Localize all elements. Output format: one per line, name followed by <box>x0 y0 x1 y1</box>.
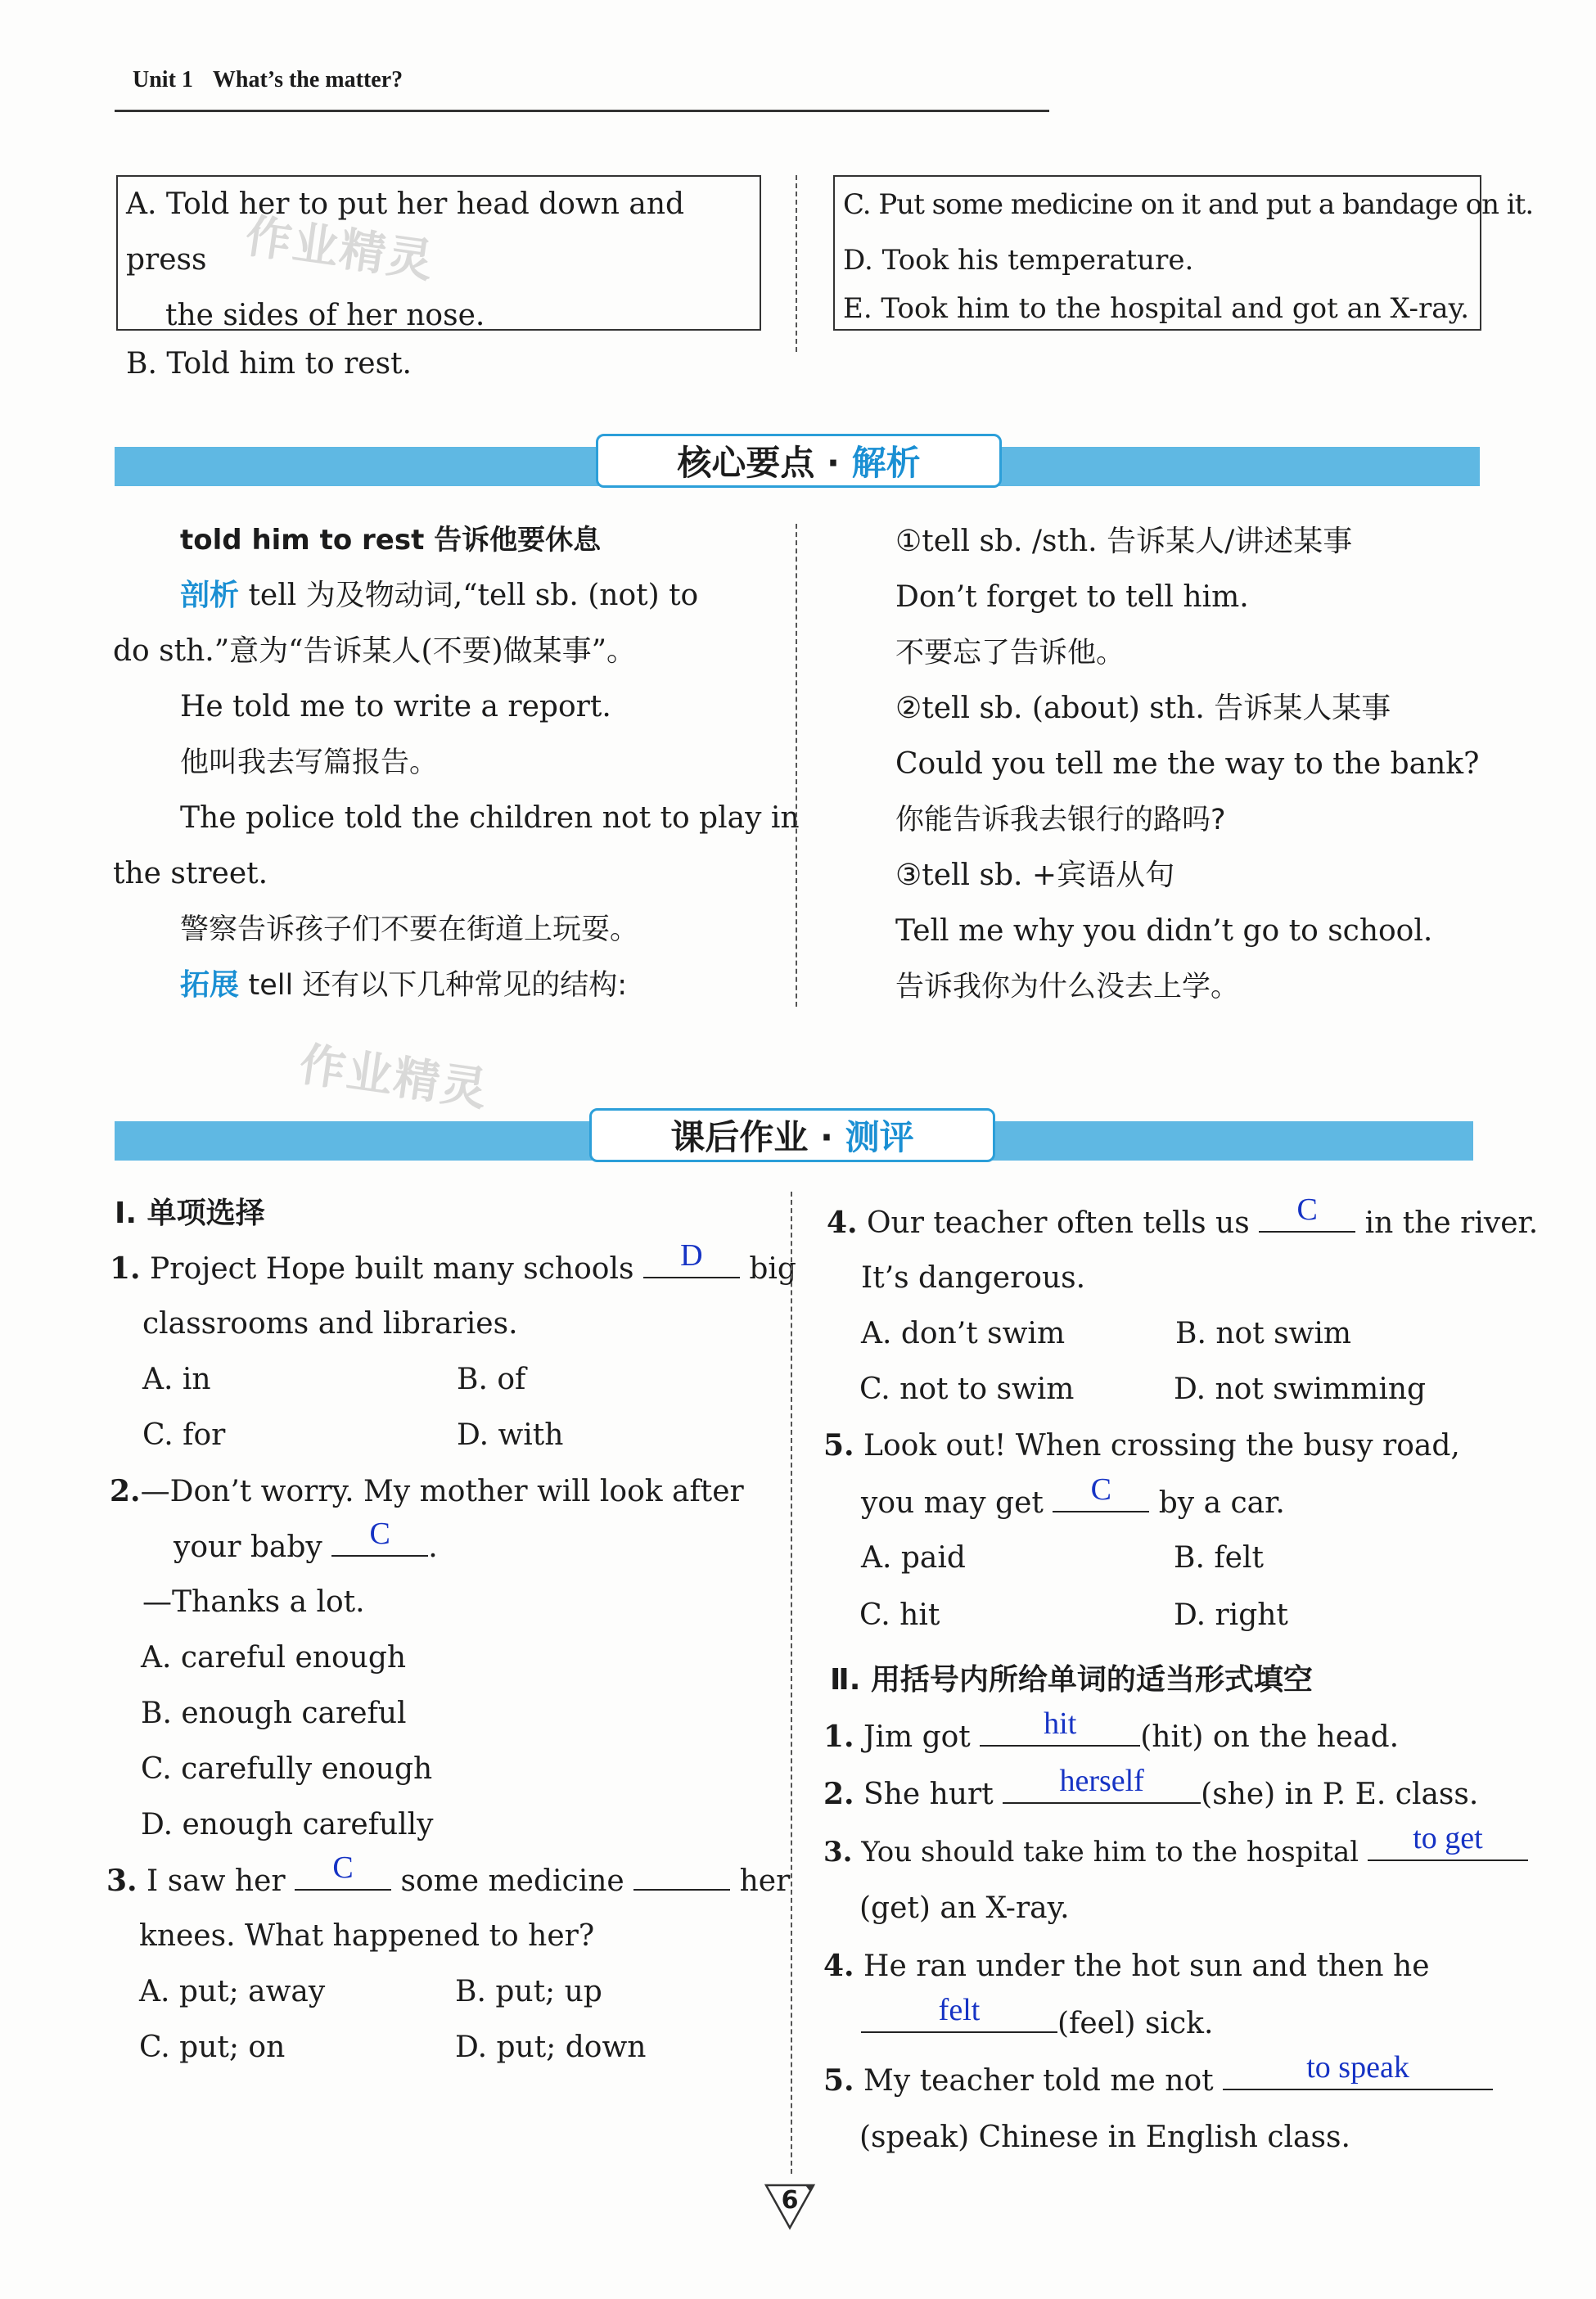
banner-homework-text: 课后作业 · <box>670 1117 845 1157</box>
q5-option-b: B. felt <box>1174 1541 1264 1575</box>
q2-option-c: C. carefully enough <box>141 1752 433 1786</box>
q2-option-b: B. enough careful <box>141 1697 407 1730</box>
f3-number: 3. <box>823 1836 853 1869</box>
option-d: D. Took his temperature. <box>843 244 1194 277</box>
analysis-right-7: ③tell sb. +宾语从句 <box>895 859 1175 892</box>
f4-number: 4. <box>823 1949 854 1983</box>
f2-pre: She hurt <box>863 1778 994 1811</box>
watermark-middle: 作业精灵 <box>295 1038 492 1117</box>
analysis-line-1 <box>180 568 698 624</box>
q5-number: 5. <box>823 1428 854 1463</box>
analysis-right-9: 告诉我你为什么没去上学。 <box>895 971 1240 1003</box>
f3-blank[interactable] <box>1368 1823 1528 1861</box>
q2-answer: C <box>369 1517 390 1551</box>
banner-analysis <box>596 434 1002 488</box>
f5-answer: to speak <box>1306 2050 1409 2085</box>
q4-pre: Our teacher often tells us <box>867 1206 1250 1240</box>
q3-line-1 <box>106 1850 791 1909</box>
f3-answer: to get <box>1413 1821 1483 1855</box>
option-c: C. Put some medicine on it and put a bandage on it. <box>843 188 1534 221</box>
f1-answer: hit <box>1044 1706 1077 1741</box>
banner-analysis-highlight: 解析 <box>851 443 921 483</box>
q4-post: in the river. <box>1364 1206 1539 1240</box>
section-2-title: Ⅱ. 用括号内所给单词的适当形式填空 <box>830 1663 1313 1697</box>
q3-option-c: C. put; on <box>139 2031 286 2064</box>
analysis-divider <box>796 524 797 1007</box>
f2-number: 2. <box>823 1777 854 1811</box>
f2-post: (she) in P. E. class. <box>1201 1778 1479 1811</box>
analysis-right-2: Don’t forget to tell him. <box>895 580 1249 614</box>
q3-blank-2[interactable] <box>633 1853 730 1891</box>
analysis-line-2: do sth.”意为“告诉某人(不要)做某事”。 <box>113 634 637 668</box>
q2-number: 2. <box>110 1474 141 1508</box>
banner-homework-highlight: 测评 <box>845 1117 914 1157</box>
q2-line-3: —Thanks a lot. <box>142 1585 365 1619</box>
f4-line-2 <box>861 1995 1213 2052</box>
f4-post: (feel) sick. <box>1057 2007 1214 2040</box>
q2-option-a: A. careful enough <box>141 1641 407 1675</box>
q4-option-c: C. not to swim <box>859 1373 1075 1406</box>
q4-answer: C <box>1296 1192 1318 1227</box>
analysis-heading: told him to rest 告诉他要休息 <box>180 524 602 557</box>
q5-option-a: A. paid <box>861 1541 966 1575</box>
f1-pre: Jim got <box>863 1720 971 1754</box>
unit-title: What’s the matter? <box>212 67 404 92</box>
analysis-line-7: 警察告诉孩子们不要在街道上玩耍。 <box>180 913 639 946</box>
header-rule <box>115 110 1049 112</box>
analysis-line-5: The police told the children not to play in <box>180 801 800 835</box>
q1-answer: D <box>680 1238 703 1273</box>
f4-line <box>823 1938 1430 1995</box>
q2-post: . <box>428 1530 438 1564</box>
q3-option-d: D. put; down <box>455 2031 647 2064</box>
q5-option-d: D. right <box>1174 1598 1288 1632</box>
q3-option-a: A. put; away <box>139 1975 326 2008</box>
section-1-title: Ⅰ. 单项选择 <box>115 1197 265 1230</box>
option-e: E. Took him to the hospital and got an X-ray. <box>843 292 1470 325</box>
q1-post: big <box>749 1252 796 1286</box>
f4-answer: felt <box>938 1993 981 2027</box>
f2-answer: herself <box>1059 1764 1144 1798</box>
page-number-text: 6 <box>781 2186 799 2215</box>
watermark-top: 作业精灵 <box>241 210 438 289</box>
q4-option-a: A. don’t swim <box>861 1317 1066 1350</box>
f5-number: 5. <box>823 2063 854 2098</box>
q3-blank-1[interactable] <box>295 1850 391 1891</box>
q1-text: Project Hope built many schools <box>150 1252 634 1286</box>
q5-line-1 <box>823 1418 1460 1474</box>
q1-number: 1. <box>110 1251 141 1286</box>
q3-mid: some medicine <box>400 1864 624 1898</box>
option-b: B. Told him to rest. <box>126 347 412 381</box>
q1-option-c: C. for <box>142 1418 226 1452</box>
banner-analysis-text: 核心要点 · <box>677 443 852 483</box>
f3-pre: You should take him to the hospital <box>861 1836 1359 1869</box>
q5-pre: you may get <box>861 1486 1044 1520</box>
q5-blank[interactable] <box>1053 1472 1149 1512</box>
q2-text: —Don’t worry. My mother will look after <box>140 1475 744 1508</box>
analysis-right-3: 不要忘了告诉他。 <box>895 637 1125 669</box>
unit-label: Unit 1 <box>133 67 193 92</box>
analysis-line-4: 他叫我去写篇报告。 <box>180 746 439 779</box>
analysis-right-8: Tell me why you didn’t go to school. <box>895 914 1433 948</box>
q1-option-d: D. with <box>457 1418 564 1452</box>
q1-option-b: B. of <box>457 1363 526 1396</box>
f3-line-2: (get) an X-ray. <box>859 1891 1070 1925</box>
q1-line-2: classrooms and libraries. <box>142 1307 518 1341</box>
options-box-left <box>116 175 761 381</box>
q4-option-b: B. not swim <box>1175 1317 1352 1350</box>
analysis-right-1: ①tell sb. /sth. 告诉某人/讲述某事 <box>895 525 1353 558</box>
q3-answer: C <box>332 1850 354 1885</box>
column-divider <box>796 175 797 352</box>
tag-analysis: 剖析 <box>180 579 240 612</box>
q1-blank[interactable] <box>643 1238 740 1278</box>
f1-blank[interactable] <box>980 1706 1140 1747</box>
f5-blank[interactable] <box>1223 2050 1493 2090</box>
q1-line-1 <box>110 1238 796 1297</box>
f5-pre: My teacher told me not <box>863 2064 1214 2098</box>
options-box-right <box>833 175 1534 331</box>
page-header <box>133 67 403 93</box>
q3-number: 3. <box>106 1864 138 1898</box>
tag-extension: 拓展 <box>180 968 240 1002</box>
q2-line-1 <box>110 1463 744 1520</box>
f1-post: (hit) on the head. <box>1140 1720 1400 1754</box>
q2-line-2 <box>174 1519 438 1575</box>
q4-line-1 <box>827 1192 1539 1251</box>
q5-option-c: C. hit <box>859 1598 940 1632</box>
q1-option-a: A. in <box>142 1363 211 1396</box>
q5-answer: C <box>1090 1472 1111 1507</box>
f5-line <box>823 2050 1493 2109</box>
q5-line-2 <box>861 1472 1285 1531</box>
homework-divider <box>791 1192 792 2174</box>
q2-pre: your baby <box>174 1530 322 1564</box>
f2-blank[interactable] <box>1003 1766 1201 1804</box>
f4-text: He ran under the hot sun and then he <box>863 1950 1430 1983</box>
q3-line-2: knees. What happened to her? <box>139 1919 595 1953</box>
analysis-right-6: 你能告诉我去银行的路吗? <box>895 804 1226 836</box>
f2-line <box>823 1766 1478 1823</box>
f5-line-2: (speak) Chinese in English class. <box>859 2121 1350 2154</box>
q2-option-d: D. enough carefully <box>141 1808 434 1841</box>
analysis-line-3: He told me to write a report. <box>180 690 611 724</box>
f3-line <box>823 1823 1528 1880</box>
analysis-text-1: tell 为及物动词,“tell sb. (not) to <box>248 579 699 612</box>
analysis-right-5: Could you tell me the way to the bank? <box>895 747 1480 781</box>
page-number <box>761 2180 818 2233</box>
analysis-right-4: ②tell sb. (about) sth. 告诉某人某事 <box>895 692 1391 725</box>
q4-blank[interactable] <box>1259 1192 1355 1233</box>
q5-post: by a car. <box>1158 1486 1285 1520</box>
f1-line <box>823 1706 1400 1765</box>
q5-text: Look out! When crossing the busy road, <box>863 1429 1460 1463</box>
option-a-cont: the sides of her nose. <box>165 299 485 332</box>
q4-line-2: It’s dangerous. <box>861 1261 1086 1295</box>
analysis-text-8: tell 还有以下几种常见的结构: <box>248 969 628 1002</box>
q3-option-b: B. put; up <box>455 1975 602 2008</box>
banner-homework <box>589 1108 995 1162</box>
q4-number: 4. <box>827 1206 858 1240</box>
q3-post: her <box>739 1864 791 1898</box>
f1-number: 1. <box>823 1720 854 1754</box>
q2-blank[interactable] <box>331 1519 428 1557</box>
q3-pre: I saw her <box>147 1864 286 1898</box>
f4-blank[interactable] <box>861 1995 1057 2033</box>
analysis-line-8 <box>180 958 627 1013</box>
option-a: A. Told her to put her head down and press <box>126 187 685 277</box>
analysis-line-6: the street. <box>113 857 268 890</box>
q4-option-d: D. not swimming <box>1174 1373 1427 1406</box>
